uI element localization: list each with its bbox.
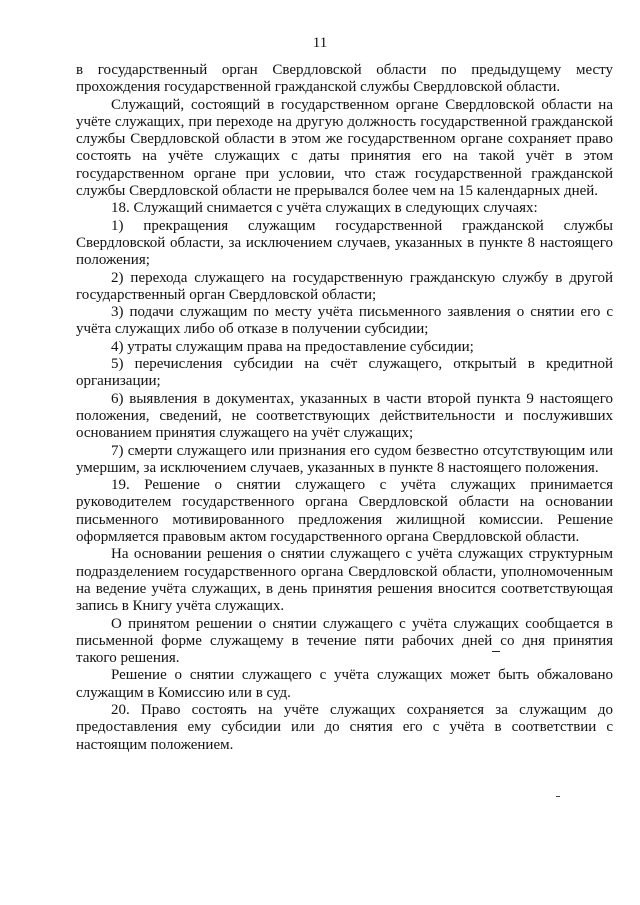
scan-mark-dash xyxy=(492,651,500,652)
document-body xyxy=(76,62,613,754)
scan-mark-dot xyxy=(556,796,560,797)
list-item-18-4: 4) утраты служащим права на предоставление субсидии; xyxy=(111,338,474,355)
paragraph-clause-18: 18. Служащий снимается с учёта служащих в следующих случаях: xyxy=(111,200,538,217)
list-item-18-1: 1) прекращения служащим государственной гражданской службы Свердловской области, за исключением случаев, указанных в пункте 8 настоящего положения; xyxy=(76,217,613,269)
paragraph-registry-entry: На основании решения о снятии служащего с учёта служащих структурным подразделением государственного органа Свердловской области, уполномоченным на ведение учёта служащих, в день принятия решения вносится соответствующая запись в Книгу учёта служащих. xyxy=(76,546,613,615)
list-item-18-6: 6) выявления в документах, указанных в части второй пункта 9 настоящего положения, сведений, не соответствующих действительности и послуживших основанием принятия служащего на учёт служащих; xyxy=(76,390,613,442)
page-number: 11 xyxy=(312,35,328,51)
list-item-18-3: 3) подачи служащим по месту учёта письменного заявления о снятии его с учёта служащих либо об отказе в получении субсидии; xyxy=(76,304,613,338)
paragraph-notification: О принятом решении о снятии служащего с учёта служащих сообщается в письменной форме служащему в течение пяти рабочих дней со дня принятия такого решения. xyxy=(76,615,613,667)
paragraph-clause-19: 19. Решение о снятии служащего с учёта служащих принимается руководителем государственного органа Свердловской области на основании письменного мотивированного предложения жилищной комиссии. Решение оформляется правовым актом государственного органа Свердловской области. xyxy=(76,477,613,546)
list-item-18-7: 7) смерти служащего или признания его судом безвестно отсутствующим или умершим, за исключением случаев, указанных в пункте 8 настоящего положения. xyxy=(76,442,613,476)
list-item-18-2: 2) перехода служащего на государственную гражданскую службу в другой государственный орган Свердловской области; xyxy=(76,269,613,303)
paragraph-continuation: в государственный орган Свердловской области по предыдущему месту прохождения государственной гражданской службы Свердловской области. xyxy=(76,62,613,96)
list-item-18-5: 5) перечисления субсидии на счёт служащего, открытый в кредитной организации; xyxy=(76,356,613,390)
paragraph-employee-transfer: Служащий, состоящий в государственном органе Свердловской области на учёте служащих, при переходе на другую должность государственной гражданской службы Свердловской области в этом же государственном органе сохраняет право состоять на учёте служащих с даты принятия его на такой учёт в этом государственном органе при условии, что стаж государственной гражданской службы Свердловской области не прерывался более чем на 15 календарных дней. xyxy=(76,96,613,200)
paragraph-clause-20: 20. Право состоять на учёте служащих сохраняется за служащим до предоставления ему субсидии или до снятия его с учёта в соответствии с настоящим положением. xyxy=(76,701,613,753)
paragraph-appeal: Решение о снятии служащего с учёта служащих может быть обжаловано служащим в Комиссию или в суд. xyxy=(76,667,613,701)
